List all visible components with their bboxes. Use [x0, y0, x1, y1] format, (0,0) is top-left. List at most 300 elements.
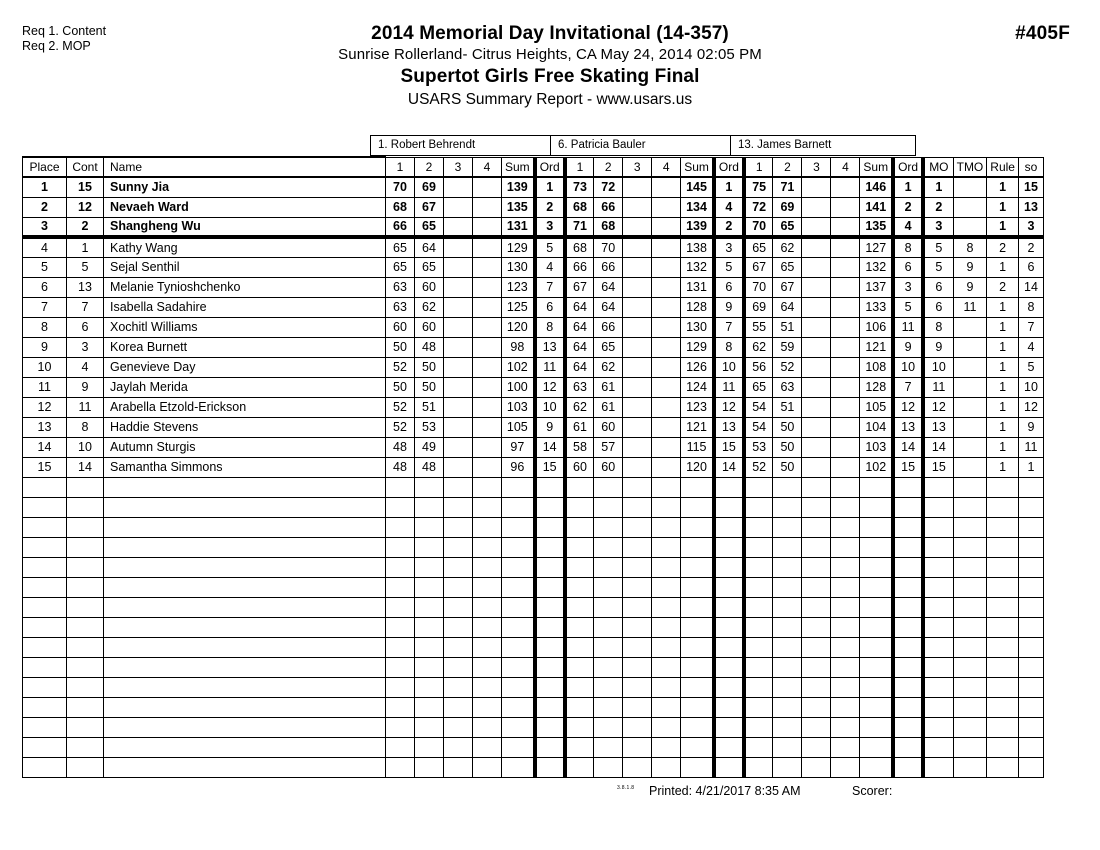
cell-empty-10: [594, 537, 623, 557]
cell-rule: 1: [987, 357, 1019, 377]
cell-j3-e1: 54: [744, 397, 773, 417]
cell-j1-sum: 102: [502, 357, 535, 377]
cell-j3-ord: 8: [893, 237, 923, 257]
table-row-empty: [23, 757, 1044, 777]
cell-empty-13: [681, 697, 714, 717]
cell-j2-sum: 132: [681, 257, 714, 277]
cell-empty-4: [415, 597, 444, 617]
cell-j1-e3: [444, 417, 473, 437]
cell-empty-12: [652, 637, 681, 657]
cell-empty-5: [444, 677, 473, 697]
cell-empty-22: [953, 657, 987, 677]
cell-empty-23: [987, 517, 1019, 537]
cell-j1-sum: 96: [502, 457, 535, 477]
cell-empty-10: [594, 517, 623, 537]
cell-empty-16: [773, 557, 802, 577]
cell-so: 1: [1018, 457, 1043, 477]
cell-empty-8: [535, 717, 565, 737]
cell-empty-13: [681, 497, 714, 517]
cell-rule: 2: [987, 277, 1019, 297]
cell-empty-14: [714, 617, 744, 637]
cell-empty-10: [594, 477, 623, 497]
cell-j2-sum: 123: [681, 397, 714, 417]
cell-j1-sum: 139: [502, 177, 535, 197]
cell-empty-21: [923, 477, 953, 497]
cell-empty-2: [104, 597, 386, 617]
cell-empty-11: [623, 657, 652, 677]
cell-rule: 1: [987, 217, 1019, 237]
cell-empty-5: [444, 697, 473, 717]
cell-j1-e4: [473, 397, 502, 417]
column-header-j2-ord: Ord: [714, 157, 744, 177]
cell-j3-e1: 70: [744, 277, 773, 297]
cell-empty-1: [67, 757, 104, 777]
cell-empty-2: [104, 697, 386, 717]
cell-j3-e2: 63: [773, 377, 802, 397]
cell-place: 11: [23, 377, 67, 397]
cell-empty-3: [386, 517, 415, 537]
cell-j3-sum: 137: [860, 277, 893, 297]
cell-empty-23: [987, 637, 1019, 657]
cell-j2-ord: 6: [714, 277, 744, 297]
cell-empty-0: [23, 697, 67, 717]
cell-empty-15: [744, 597, 773, 617]
cell-empty-12: [652, 617, 681, 637]
cell-j3-e2: 52: [773, 357, 802, 377]
cell-empty-21: [923, 697, 953, 717]
cell-empty-7: [502, 657, 535, 677]
cell-empty-10: [594, 597, 623, 617]
table-row: [23, 397, 1044, 417]
cell-empty-8: [535, 657, 565, 677]
cell-rule: 2: [987, 237, 1019, 257]
cell-j1-e1: 50: [386, 337, 415, 357]
cell-j1-e2: 50: [415, 357, 444, 377]
cell-tmo: [953, 457, 987, 477]
cell-cont: 1: [67, 237, 104, 257]
cell-empty-24: [1018, 597, 1043, 617]
cell-empty-3: [386, 557, 415, 577]
cell-so: 6: [1018, 257, 1043, 277]
cell-empty-11: [623, 577, 652, 597]
cell-place: 2: [23, 197, 67, 217]
cell-empty-16: [773, 637, 802, 657]
cell-j2-e3: [623, 317, 652, 337]
cell-j1-e1: 63: [386, 277, 415, 297]
cell-j1-sum: 120: [502, 317, 535, 337]
cell-place: 5: [23, 257, 67, 277]
cell-j1-e3: [444, 197, 473, 217]
cell-empty-6: [473, 537, 502, 557]
report-source-line: USARS Summary Report - www.usars.us: [407, 91, 693, 108]
cell-empty-15: [744, 737, 773, 757]
cell-j2-e1: 66: [565, 257, 594, 277]
cell-j3-e4: [831, 397, 860, 417]
cell-j3-ord: 10: [893, 357, 923, 377]
cell-empty-23: [987, 737, 1019, 757]
cell-j2-e2: 65: [594, 337, 623, 357]
cell-empty-2: [104, 657, 386, 677]
cell-j1-e1: 48: [386, 437, 415, 457]
cell-j2-ord: 1: [714, 177, 744, 197]
cell-j1-e4: [473, 297, 502, 317]
cell-empty-6: [473, 557, 502, 577]
cell-empty-6: [473, 617, 502, 637]
cell-name: Kathy Wang: [104, 237, 386, 257]
cell-empty-5: [444, 577, 473, 597]
cell-cont: 14: [67, 457, 104, 477]
cell-mo: 3: [923, 217, 953, 237]
cell-empty-7: [502, 537, 535, 557]
cell-empty-7: [502, 737, 535, 757]
cell-j3-e2: 65: [773, 217, 802, 237]
column-header-j1-e3: 3: [444, 157, 473, 177]
cell-j1-e2: 67: [415, 197, 444, 217]
report-footer: [0, 784, 1100, 804]
cell-empty-6: [473, 477, 502, 497]
cell-j2-e3: [623, 397, 652, 417]
cell-empty-7: [502, 477, 535, 497]
cell-j1-e4: [473, 317, 502, 337]
cell-empty-23: [987, 537, 1019, 557]
cell-empty-11: [623, 637, 652, 657]
cell-j2-e1: 64: [565, 297, 594, 317]
cell-empty-18: [831, 717, 860, 737]
cell-place: 6: [23, 277, 67, 297]
cell-j3-sum: 104: [860, 417, 893, 437]
cell-empty-24: [1018, 637, 1043, 657]
cell-j3-e1: 75: [744, 177, 773, 197]
cell-j2-e4: [652, 437, 681, 457]
cell-empty-5: [444, 477, 473, 497]
cell-empty-23: [987, 577, 1019, 597]
cell-empty-10: [594, 617, 623, 637]
cell-empty-1: [67, 717, 104, 737]
cell-empty-4: [415, 617, 444, 637]
cell-j3-e4: [831, 417, 860, 437]
table-row: [23, 317, 1044, 337]
cell-mo: 15: [923, 457, 953, 477]
cell-empty-7: [502, 717, 535, 737]
cell-empty-11: [623, 537, 652, 557]
cell-cont: 8: [67, 417, 104, 437]
cell-empty-21: [923, 557, 953, 577]
cell-empty-17: [802, 657, 831, 677]
cell-place: 9: [23, 337, 67, 357]
cell-mo: 8: [923, 317, 953, 337]
column-header-j3-e4: 4: [831, 157, 860, 177]
cell-j2-e4: [652, 337, 681, 357]
cell-cont: 6: [67, 317, 104, 337]
cell-j1-e2: 69: [415, 177, 444, 197]
venue-subtitle: Sunrise Rollerland- Citrus Heights, CA May 24, 2014 02:05 PM: [338, 46, 762, 63]
cell-empty-3: [386, 737, 415, 757]
cell-empty-15: [744, 677, 773, 697]
cell-j2-sum: 128: [681, 297, 714, 317]
cell-j3-ord: 13: [893, 417, 923, 437]
cell-j3-e2: 69: [773, 197, 802, 217]
cell-empty-7: [502, 677, 535, 697]
cell-j2-ord: 12: [714, 397, 744, 417]
cell-j1-e1: 50: [386, 377, 415, 397]
cell-empty-4: [415, 657, 444, 677]
cell-empty-5: [444, 637, 473, 657]
cell-j1-ord: 6: [535, 297, 565, 317]
cell-j3-e3: [802, 297, 831, 317]
cell-empty-19: [860, 477, 893, 497]
cell-empty-9: [565, 577, 594, 597]
cell-j3-e4: [831, 337, 860, 357]
cell-j3-e3: [802, 257, 831, 277]
cell-empty-3: [386, 757, 415, 777]
cell-empty-0: [23, 597, 67, 617]
cell-empty-18: [831, 477, 860, 497]
cell-empty-0: [23, 517, 67, 537]
results-table-body: [23, 177, 1044, 777]
table-row: [23, 337, 1044, 357]
cell-empty-2: [104, 757, 386, 777]
cell-empty-19: [860, 677, 893, 697]
cell-j3-ord: 4: [893, 217, 923, 237]
cell-so: 9: [1018, 417, 1043, 437]
table-row-empty: [23, 517, 1044, 537]
cell-empty-6: [473, 697, 502, 717]
cell-j2-ord: 3: [714, 237, 744, 257]
cell-empty-20: [893, 677, 923, 697]
cell-j2-e4: [652, 217, 681, 237]
cell-empty-3: [386, 597, 415, 617]
cell-j2-e3: [623, 417, 652, 437]
cell-name: Samantha Simmons: [104, 457, 386, 477]
table-row-empty: [23, 617, 1044, 637]
cell-empty-17: [802, 697, 831, 717]
cell-empty-17: [802, 577, 831, 597]
cell-empty-13: [681, 537, 714, 557]
cell-empty-12: [652, 597, 681, 617]
cell-empty-3: [386, 537, 415, 557]
cell-rule: 1: [987, 177, 1019, 197]
table-row: [23, 257, 1044, 277]
cell-j3-sum: 135: [860, 217, 893, 237]
cell-empty-1: [67, 637, 104, 657]
cell-j2-e2: 68: [594, 217, 623, 237]
cell-j2-e1: 63: [565, 377, 594, 397]
cell-empty-23: [987, 597, 1019, 617]
cell-name: Xochitl Williams: [104, 317, 386, 337]
cell-j1-e3: [444, 297, 473, 317]
cell-empty-24: [1018, 657, 1043, 677]
cell-j2-sum: 131: [681, 277, 714, 297]
cell-tmo: [953, 217, 987, 237]
cell-place: 4: [23, 237, 67, 257]
version-tag: 3.8.1.8: [617, 785, 635, 791]
cell-j3-e4: [831, 217, 860, 237]
cell-j3-e1: 72: [744, 197, 773, 217]
cell-j2-e4: [652, 277, 681, 297]
cell-empty-4: [415, 677, 444, 697]
cell-j3-ord: 14: [893, 437, 923, 457]
cell-empty-12: [652, 517, 681, 537]
cell-empty-7: [502, 557, 535, 577]
cell-empty-4: [415, 637, 444, 657]
cell-empty-14: [714, 497, 744, 517]
cell-empty-11: [623, 497, 652, 517]
cell-empty-16: [773, 537, 802, 557]
cell-so: 11: [1018, 437, 1043, 457]
cell-j3-ord: 2: [893, 197, 923, 217]
cell-tmo: [953, 177, 987, 197]
cell-j2-ord: 8: [714, 337, 744, 357]
cell-j2-e3: [623, 357, 652, 377]
cell-j2-sum: 126: [681, 357, 714, 377]
cell-j2-e2: 62: [594, 357, 623, 377]
cell-empty-16: [773, 677, 802, 697]
cell-empty-24: [1018, 717, 1043, 737]
column-header-j3-ord: Ord: [893, 157, 923, 177]
cell-empty-3: [386, 477, 415, 497]
cell-j1-e1: 65: [386, 257, 415, 277]
cell-empty-21: [923, 737, 953, 757]
cell-tmo: 9: [953, 257, 987, 277]
cell-empty-6: [473, 517, 502, 537]
cell-empty-11: [623, 517, 652, 537]
cell-empty-23: [987, 717, 1019, 737]
cell-empty-11: [623, 477, 652, 497]
cell-empty-19: [860, 537, 893, 557]
cell-empty-10: [594, 717, 623, 737]
cell-empty-2: [104, 677, 386, 697]
cell-empty-22: [953, 537, 987, 557]
cell-empty-15: [744, 517, 773, 537]
table-row: [23, 417, 1044, 437]
cell-empty-2: [104, 497, 386, 517]
cell-empty-19: [860, 557, 893, 577]
cell-empty-11: [623, 597, 652, 617]
cell-empty-1: [67, 677, 104, 697]
cell-empty-8: [535, 737, 565, 757]
cell-empty-3: [386, 617, 415, 637]
column-header-j2-e1: 1: [565, 157, 594, 177]
cell-j3-e1: 56: [744, 357, 773, 377]
cell-empty-3: [386, 657, 415, 677]
cell-j2-e1: 73: [565, 177, 594, 197]
cell-empty-17: [802, 637, 831, 657]
table-row: [23, 217, 1044, 237]
cell-j1-ord: 1: [535, 177, 565, 197]
cell-j1-ord: 11: [535, 357, 565, 377]
cell-j1-sum: 125: [502, 297, 535, 317]
scorer-label: Scorer:: [852, 784, 893, 798]
cell-empty-22: [953, 497, 987, 517]
cell-j1-e3: [444, 377, 473, 397]
cell-j2-sum: 124: [681, 377, 714, 397]
cell-empty-3: [386, 577, 415, 597]
cell-empty-7: [502, 597, 535, 617]
cell-cont: 9: [67, 377, 104, 397]
cell-empty-12: [652, 537, 681, 557]
cell-j2-e1: 64: [565, 317, 594, 337]
cell-j1-e4: [473, 357, 502, 377]
cell-j2-e1: 61: [565, 417, 594, 437]
cell-j1-e4: [473, 417, 502, 437]
cell-mo: 10: [923, 357, 953, 377]
cell-empty-0: [23, 497, 67, 517]
cell-j1-e4: [473, 237, 502, 257]
cell-empty-12: [652, 557, 681, 577]
cell-empty-11: [623, 737, 652, 757]
cell-so: 15: [1018, 177, 1043, 197]
cell-j3-e3: [802, 437, 831, 457]
cell-empty-3: [386, 717, 415, 737]
column-header-j3-e3: 3: [802, 157, 831, 177]
cell-j1-sum: 130: [502, 257, 535, 277]
cell-j2-sum: 129: [681, 337, 714, 357]
cell-empty-15: [744, 537, 773, 557]
cell-empty-17: [802, 737, 831, 757]
cell-j1-e4: [473, 197, 502, 217]
cell-empty-18: [831, 557, 860, 577]
cell-empty-5: [444, 597, 473, 617]
cell-empty-0: [23, 717, 67, 737]
cell-j1-e1: 63: [386, 297, 415, 317]
cell-cont: 2: [67, 217, 104, 237]
cell-cont: 7: [67, 297, 104, 317]
cell-empty-20: [893, 517, 923, 537]
cell-j2-e1: 62: [565, 397, 594, 417]
cell-empty-19: [860, 497, 893, 517]
cell-j2-sum: 115: [681, 437, 714, 457]
cell-mo: 6: [923, 297, 953, 317]
cell-j3-e4: [831, 297, 860, 317]
table-row-empty: [23, 637, 1044, 657]
report-titles: [0, 22, 1100, 111]
cell-j2-sum: 121: [681, 417, 714, 437]
cell-empty-1: [67, 597, 104, 617]
cell-j2-e3: [623, 297, 652, 317]
table-row: [23, 237, 1044, 257]
cell-empty-2: [104, 737, 386, 757]
cell-j2-e1: 68: [565, 237, 594, 257]
cell-empty-11: [623, 717, 652, 737]
cell-empty-1: [67, 477, 104, 497]
cell-empty-2: [104, 617, 386, 637]
cell-j3-sum: 132: [860, 257, 893, 277]
cell-j3-sum: 102: [860, 457, 893, 477]
cell-empty-8: [535, 597, 565, 617]
cell-empty-1: [67, 657, 104, 677]
cell-j3-e3: [802, 337, 831, 357]
cell-rule: 1: [987, 417, 1019, 437]
cell-j1-e2: 65: [415, 217, 444, 237]
cell-j3-e2: 62: [773, 237, 802, 257]
cell-j2-e4: [652, 457, 681, 477]
cell-j2-e1: 64: [565, 337, 594, 357]
cell-empty-19: [860, 637, 893, 657]
cell-empty-6: [473, 497, 502, 517]
cell-empty-16: [773, 657, 802, 677]
cell-j3-e3: [802, 177, 831, 197]
cell-tmo: [953, 417, 987, 437]
cell-empty-6: [473, 577, 502, 597]
cell-empty-4: [415, 477, 444, 497]
cell-empty-6: [473, 677, 502, 697]
printed-stamp: Printed: 4/21/2017 8:35 AM: [649, 784, 801, 798]
cell-j2-sum: 139: [681, 217, 714, 237]
cell-j3-e4: [831, 257, 860, 277]
cell-j1-ord: 5: [535, 237, 565, 257]
cell-j1-ord: 10: [535, 397, 565, 417]
table-row-empty: [23, 557, 1044, 577]
